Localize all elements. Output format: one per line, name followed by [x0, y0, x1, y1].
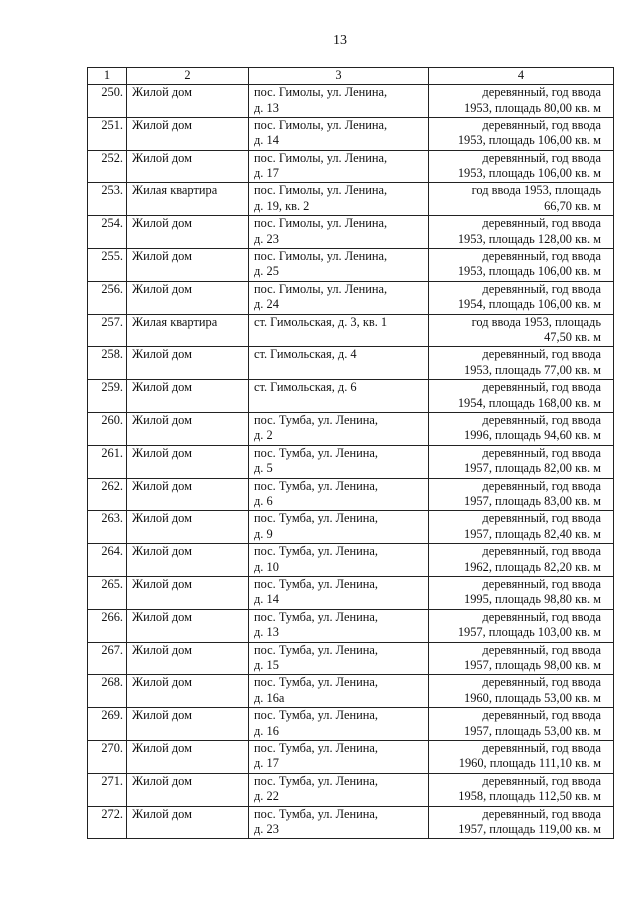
row-number: 255. — [88, 248, 127, 281]
description-line: деревянный, год ввода — [482, 117, 601, 132]
address-line: пос. Тумба, ул. Ленина, — [254, 511, 378, 526]
object-address — [249, 544, 429, 577]
description-line: 1957, площадь 82,40 кв. м — [464, 526, 601, 541]
description-line: год ввода 1953, площадь — [471, 183, 601, 198]
object-type: Жилой дом — [127, 511, 249, 544]
object-description — [429, 544, 614, 577]
row-number: 270. — [88, 740, 127, 773]
object-description — [429, 216, 614, 249]
description-line: деревянный, год ввода — [482, 544, 601, 559]
object-address — [249, 248, 429, 281]
address-line: пос. Тумба, ул. Ленина, — [254, 740, 378, 755]
table-row — [88, 708, 614, 741]
address-line: д. 25 — [254, 264, 279, 279]
page-number: 13 — [333, 33, 347, 48]
description-line: деревянный, год ввода — [482, 216, 601, 231]
object-type: Жилой дом — [127, 216, 249, 249]
object-address — [249, 675, 429, 708]
address-line: д. 13 — [254, 100, 279, 115]
object-type: Жилой дом — [127, 248, 249, 281]
description-line: деревянный, год ввода — [482, 478, 601, 493]
description-line: 1953, площадь 128,00 кв. м — [457, 231, 601, 246]
row-number: 262. — [88, 478, 127, 511]
object-type: Жилой дом — [127, 708, 249, 741]
description-line: деревянный, год ввода — [482, 85, 601, 99]
table-row — [88, 314, 614, 347]
table-row — [88, 150, 614, 183]
address-line: д. 23 — [254, 822, 279, 837]
description-line: 47,50 кв. м — [544, 330, 601, 345]
table-row — [88, 576, 614, 609]
object-address — [249, 806, 429, 839]
address-line: д. 17 — [254, 756, 279, 771]
description-line: деревянный, год ввода — [482, 511, 601, 526]
row-number: 272. — [88, 806, 127, 839]
address-line: д. 22 — [254, 789, 279, 804]
table-row — [88, 216, 614, 249]
object-description — [429, 478, 614, 511]
description-line: 1953, площадь 80,00 кв. м — [464, 100, 601, 115]
object-address — [249, 347, 429, 380]
address-line: пос. Тумба, ул. Ленина, — [254, 412, 378, 427]
object-description — [429, 117, 614, 150]
description-line: деревянный, год ввода — [482, 675, 601, 690]
address-line: д. 9 — [254, 526, 273, 541]
address-line: пос. Гимолы, ул. Ленина, — [254, 281, 388, 296]
address-line: пос. Тумба, ул. Ленина, — [254, 642, 378, 657]
description-line: 1962, площадь 82,20 кв. м — [464, 559, 601, 574]
address-line: д. 15 — [254, 658, 279, 673]
table-row — [88, 544, 614, 577]
object-address — [249, 576, 429, 609]
object-type: Жилой дом — [127, 544, 249, 577]
object-type: Жилой дом — [127, 281, 249, 314]
row-number: 265. — [88, 576, 127, 609]
address-line: д. 17 — [254, 166, 279, 181]
address-line: д. 14 — [254, 133, 279, 148]
description-line: деревянный, год ввода — [482, 150, 601, 165]
object-address — [249, 740, 429, 773]
object-type: Жилой дом — [127, 117, 249, 150]
object-address — [249, 478, 429, 511]
description-line: 1995, площадь 98,80 кв. м — [464, 592, 601, 607]
object-description — [429, 314, 614, 347]
table-row — [88, 347, 614, 380]
object-type: Жилой дом — [127, 478, 249, 511]
address-line: д. 5 — [254, 461, 273, 476]
address-line: пос. Тумба, ул. Ленина, — [254, 773, 378, 788]
description-line: деревянный, год ввода — [482, 347, 601, 362]
description-line: год ввода 1953, площадь — [471, 314, 601, 329]
object-description — [429, 183, 614, 216]
description-line: 1958, площадь 112,50 кв. м — [458, 789, 601, 804]
object-address — [249, 609, 429, 642]
address-line: пос. Гимолы, ул. Ленина, — [254, 183, 388, 198]
row-number: 258. — [88, 347, 127, 380]
object-type: Жилой дом — [127, 740, 249, 773]
table-row — [88, 183, 614, 216]
address-line: ст. Гимольская, д. 6 — [254, 380, 357, 395]
row-number: 269. — [88, 708, 127, 741]
object-type: Жилая квартира — [127, 183, 249, 216]
address-line: пос. Тумба, ул. Ленина, — [254, 544, 378, 559]
object-description — [429, 642, 614, 675]
address-line: д. 14 — [254, 592, 279, 607]
table-row — [88, 412, 614, 445]
object-type: Жилой дом — [127, 445, 249, 478]
description-line: 1953, площадь 106,00 кв. м — [457, 133, 601, 148]
address-line: д. 19, кв. 2 — [254, 198, 310, 213]
address-line: пос. Тумба, ул. Ленина, — [254, 576, 378, 591]
address-line: пос. Гимолы, ул. Ленина, — [254, 117, 388, 132]
object-address — [249, 642, 429, 675]
description-line: 1960, площадь 111,10 кв. м — [458, 756, 601, 771]
object-description — [429, 773, 614, 806]
row-number: 252. — [88, 150, 127, 183]
description-line: деревянный, год ввода — [482, 281, 601, 296]
column-header: 3 — [249, 68, 429, 85]
object-description — [429, 248, 614, 281]
description-line: 1957, площадь 119,00 кв. м — [458, 822, 601, 837]
object-type: Жилой дом — [127, 675, 249, 708]
table-row — [88, 478, 614, 511]
row-number: 251. — [88, 117, 127, 150]
address-line: пос. Тумба, ул. Ленина, — [254, 675, 378, 690]
address-line: д. 16а — [254, 690, 285, 705]
address-line: пос. Гимолы, ул. Ленина, — [254, 216, 388, 231]
object-address — [249, 314, 429, 347]
table-body — [88, 85, 614, 839]
table-row — [88, 773, 614, 806]
object-address — [249, 380, 429, 413]
object-address — [249, 511, 429, 544]
description-line: деревянный, год ввода — [482, 740, 601, 755]
description-line: деревянный, год ввода — [482, 642, 601, 657]
object-address — [249, 216, 429, 249]
object-address — [249, 445, 429, 478]
description-line: деревянный, год ввода — [482, 576, 601, 591]
row-number: 256. — [88, 281, 127, 314]
object-description — [429, 150, 614, 183]
description-line: деревянный, год ввода — [482, 708, 601, 723]
description-line: 1954, площадь 168,00 кв. м — [457, 395, 601, 410]
description-line: 1957, площадь 98,00 кв. м — [464, 658, 601, 673]
address-line: д. 2 — [254, 428, 273, 443]
object-description — [429, 740, 614, 773]
table-row — [88, 380, 614, 413]
object-type: Жилой дом — [127, 347, 249, 380]
row-number: 268. — [88, 675, 127, 708]
column-header: 4 — [429, 68, 614, 85]
row-number: 250. — [88, 85, 127, 118]
object-description — [429, 576, 614, 609]
object-type: Жилой дом — [127, 412, 249, 445]
object-address — [249, 117, 429, 150]
object-type: Жилой дом — [127, 642, 249, 675]
table-header-row — [88, 68, 614, 85]
object-description — [429, 806, 614, 839]
table-row — [88, 511, 614, 544]
description-line: деревянный, год ввода — [482, 609, 601, 624]
column-header: 1 — [88, 68, 127, 85]
object-type: Жилой дом — [127, 773, 249, 806]
address-line: д. 23 — [254, 231, 279, 246]
table-row — [88, 642, 614, 675]
description-line: деревянный, год ввода — [482, 806, 601, 821]
description-line: 1957, площадь 83,00 кв. м — [464, 494, 601, 509]
description-line: деревянный, год ввода — [482, 412, 601, 427]
table-row — [88, 609, 614, 642]
object-type: Жилой дом — [127, 380, 249, 413]
object-address — [249, 773, 429, 806]
object-description — [429, 511, 614, 544]
description-line: деревянный, год ввода — [482, 380, 601, 395]
address-line: пос. Тумба, ул. Ленина, — [254, 478, 378, 493]
property-table — [87, 67, 614, 839]
address-line: д. 6 — [254, 494, 273, 509]
description-line: 1953, площадь 106,00 кв. м — [457, 264, 601, 279]
table-row — [88, 675, 614, 708]
description-line: деревянный, год ввода — [482, 248, 601, 263]
object-address — [249, 708, 429, 741]
description-line: деревянный, год ввода — [482, 773, 601, 788]
row-number: 263. — [88, 511, 127, 544]
object-address — [249, 412, 429, 445]
object-type: Жилой дом — [127, 576, 249, 609]
row-number: 267. — [88, 642, 127, 675]
address-line: пос. Тумба, ул. Ленина, — [254, 609, 378, 624]
object-type: Жилой дом — [127, 806, 249, 839]
address-line: пос. Тумба, ул. Ленина, — [254, 708, 378, 723]
object-address — [249, 85, 429, 118]
row-number: 264. — [88, 544, 127, 577]
table-row — [88, 740, 614, 773]
table-row — [88, 117, 614, 150]
object-address — [249, 183, 429, 216]
object-description — [429, 281, 614, 314]
object-description — [429, 380, 614, 413]
object-description — [429, 708, 614, 741]
table-row — [88, 248, 614, 281]
row-number: 253. — [88, 183, 127, 216]
description-line: 1957, площадь 53,00 кв. м — [464, 723, 601, 738]
address-line: ст. Гимольская, д. 4 — [254, 347, 357, 362]
description-line: 66,70 кв. м — [544, 198, 601, 213]
table-row — [88, 445, 614, 478]
description-line: 1953, площадь 77,00 кв. м — [464, 362, 601, 377]
address-line: д. 13 — [254, 625, 279, 640]
address-line: пос. Гимолы, ул. Ленина, — [254, 150, 388, 165]
object-description — [429, 347, 614, 380]
column-header: 2 — [127, 68, 249, 85]
object-description — [429, 412, 614, 445]
row-number: 259. — [88, 380, 127, 413]
object-type: Жилой дом — [127, 85, 249, 118]
address-line: пос. Гимолы, ул. Ленина, — [254, 248, 388, 263]
description-line: 1954, площадь 106,00 кв. м — [457, 297, 601, 312]
object-type: Жилой дом — [127, 150, 249, 183]
object-description — [429, 675, 614, 708]
address-line: пос. Гимолы, ул. Ленина, — [254, 85, 388, 99]
address-line: ст. Гимольская, д. 3, кв. 1 — [254, 314, 388, 329]
row-number: 261. — [88, 445, 127, 478]
object-address — [249, 150, 429, 183]
description-line: 1960, площадь 53,00 кв. м — [464, 690, 601, 705]
object-description — [429, 609, 614, 642]
table-row — [88, 85, 614, 118]
description-line: 1957, площадь 103,00 кв. м — [457, 625, 601, 640]
description-line: 1996, площадь 94,60 кв. м — [464, 428, 601, 443]
row-number: 257. — [88, 314, 127, 347]
row-number: 260. — [88, 412, 127, 445]
address-line: д. 24 — [254, 297, 279, 312]
description-line: 1953, площадь 106,00 кв. м — [457, 166, 601, 181]
row-number: 266. — [88, 609, 127, 642]
table-row — [88, 806, 614, 839]
object-description — [429, 445, 614, 478]
address-line: д. 16 — [254, 723, 279, 738]
object-address — [249, 281, 429, 314]
object-type: Жилой дом — [127, 609, 249, 642]
table-row — [88, 281, 614, 314]
description-line: деревянный, год ввода — [482, 445, 601, 460]
object-type: Жилая квартира — [127, 314, 249, 347]
address-line: пос. Тумба, ул. Ленина, — [254, 445, 378, 460]
row-number: 254. — [88, 216, 127, 249]
address-line: д. 10 — [254, 559, 279, 574]
object-description — [429, 85, 614, 118]
description-line: 1957, площадь 82,00 кв. м — [464, 461, 601, 476]
row-number: 271. — [88, 773, 127, 806]
address-line: пос. Тумба, ул. Ленина, — [254, 806, 378, 821]
